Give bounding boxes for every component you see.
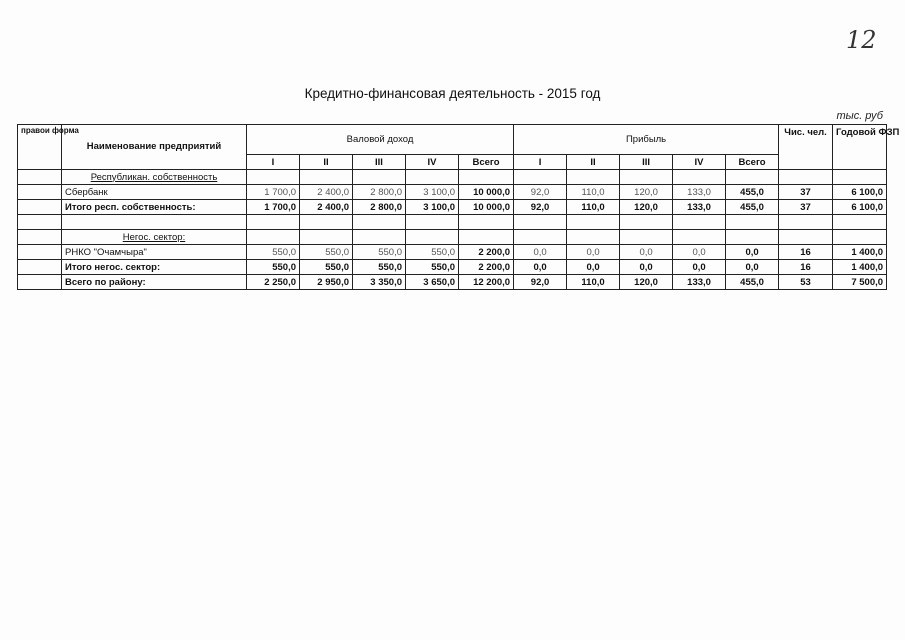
enterprise-name: РНКО "Очамчыра" — [62, 245, 247, 260]
profit-quarter-header-0: I — [514, 155, 567, 170]
profit-value: 0,0 — [620, 245, 673, 260]
empty-cell — [620, 170, 673, 185]
legal-form-cell — [18, 230, 62, 245]
profit-value: 92,0 — [514, 200, 567, 215]
gross-income-value: 550,0 — [353, 245, 406, 260]
legal-form-cell — [18, 245, 62, 260]
empty-cell — [514, 170, 567, 185]
empty-cell — [779, 230, 833, 245]
header-gross-income: Валовой доход — [247, 125, 514, 155]
profit-quarter-header-3: IV — [673, 155, 726, 170]
employees-value: 37 — [779, 200, 833, 215]
gross-income-value: 2 400,0 — [300, 200, 353, 215]
profit-value: 110,0 — [567, 200, 620, 215]
empty-cell — [833, 170, 887, 185]
empty-cell — [406, 230, 459, 245]
table-row — [18, 170, 887, 185]
gross-income-value: 550,0 — [406, 260, 459, 275]
profit-value: 133,0 — [673, 200, 726, 215]
table-row — [18, 260, 887, 275]
empty-cell — [726, 215, 779, 230]
employees-value: 53 — [779, 275, 833, 290]
table-row — [18, 230, 887, 245]
section-title: Республикан. собственность — [62, 170, 247, 185]
page-title: Кредитно-финансовая деятельность - 2015 год — [304, 86, 601, 101]
profit-value: 0,0 — [673, 260, 726, 275]
profit-value: 455,0 — [726, 275, 779, 290]
gross-quarter-header-1: II — [300, 155, 353, 170]
profit-value: 120,0 — [620, 200, 673, 215]
empty-cell — [247, 215, 300, 230]
table-row — [18, 200, 887, 215]
empty-cell — [673, 215, 726, 230]
empty-cell — [459, 230, 514, 245]
employees-value: 16 — [779, 245, 833, 260]
profit-quarter-header-2: III — [620, 155, 673, 170]
empty-cell — [833, 230, 887, 245]
empty-cell — [673, 170, 726, 185]
header-profit: Прибыль — [514, 125, 779, 155]
enterprise-name: Итого респ. собственность: — [62, 200, 247, 215]
empty-cell — [353, 215, 406, 230]
gross-income-value: 2 400,0 — [300, 185, 353, 200]
profit-value: 0,0 — [567, 245, 620, 260]
units-label: тыс. руб — [836, 110, 883, 122]
profit-value: 0,0 — [726, 245, 779, 260]
profit-value: 455,0 — [726, 200, 779, 215]
header-legal-form: правои форма — [18, 125, 62, 170]
enterprise-name: Всего по району: — [62, 275, 247, 290]
empty-cell — [18, 215, 62, 230]
gross-quarter-header-4: Всего — [459, 155, 514, 170]
fzp-value: 6 100,0 — [833, 185, 887, 200]
financial-table — [17, 124, 900, 290]
profit-value: 92,0 — [514, 185, 567, 200]
employees-value: 16 — [779, 260, 833, 275]
empty-cell — [353, 170, 406, 185]
empty-cell — [833, 215, 887, 230]
empty-cell — [567, 230, 620, 245]
gross-income-value: 2 200,0 — [459, 260, 514, 275]
empty-cell — [514, 215, 567, 230]
gross-quarter-header-3: IV — [406, 155, 459, 170]
empty-cell — [620, 215, 673, 230]
table-row — [18, 185, 887, 200]
legal-form-cell — [18, 275, 62, 290]
profit-quarter-header-1: II — [567, 155, 620, 170]
empty-cell — [300, 170, 353, 185]
profit-value: 0,0 — [567, 260, 620, 275]
profit-value: 92,0 — [514, 275, 567, 290]
profit-value: 455,0 — [726, 185, 779, 200]
gross-income-value: 1 700,0 — [247, 200, 300, 215]
gross-income-value: 550,0 — [300, 245, 353, 260]
table-row — [18, 215, 887, 230]
empty-cell — [673, 230, 726, 245]
profit-quarter-header-4: Всего — [726, 155, 779, 170]
profit-value: 120,0 — [620, 185, 673, 200]
fzp-value: 1 400,0 — [833, 245, 887, 260]
empty-cell — [247, 170, 300, 185]
gross-income-value: 2 800,0 — [353, 200, 406, 215]
gross-quarter-header-2: III — [353, 155, 406, 170]
gross-income-value: 10 000,0 — [459, 200, 514, 215]
legal-form-cell — [18, 185, 62, 200]
fzp-value: 6 100,0 — [833, 200, 887, 215]
legal-form-cell — [18, 200, 62, 215]
enterprise-name: Итого негос. сектор: — [62, 260, 247, 275]
gross-income-value: 1 700,0 — [247, 185, 300, 200]
gross-income-value: 550,0 — [247, 245, 300, 260]
empty-cell — [459, 170, 514, 185]
profit-value: 120,0 — [620, 275, 673, 290]
table-row — [18, 245, 887, 260]
empty-cell — [567, 215, 620, 230]
gross-income-value: 3 100,0 — [406, 185, 459, 200]
profit-value: 110,0 — [567, 275, 620, 290]
gross-income-value: 550,0 — [247, 260, 300, 275]
empty-cell — [779, 170, 833, 185]
empty-cell — [406, 215, 459, 230]
empty-cell — [406, 170, 459, 185]
gross-income-value: 550,0 — [353, 260, 406, 275]
profit-value: 133,0 — [673, 185, 726, 200]
profit-value: 0,0 — [514, 260, 567, 275]
gross-income-value: 10 000,0 — [459, 185, 514, 200]
gross-income-value: 2 950,0 — [300, 275, 353, 290]
header-annual-fzp: Годовой ФЗП — [833, 125, 887, 170]
empty-cell — [300, 230, 353, 245]
empty-cell — [620, 230, 673, 245]
fzp-value: 7 500,0 — [833, 275, 887, 290]
gross-income-value: 2 200,0 — [459, 245, 514, 260]
profit-value: 0,0 — [726, 260, 779, 275]
table-row — [18, 275, 887, 290]
empty-cell — [459, 215, 514, 230]
gross-income-value: 2 800,0 — [353, 185, 406, 200]
gross-income-value: 550,0 — [406, 245, 459, 260]
empty-cell — [726, 230, 779, 245]
enterprise-name: Сбербанк — [62, 185, 247, 200]
legal-form-cell — [18, 260, 62, 275]
header-employees: Чис. чел. — [779, 125, 833, 170]
profit-value: 0,0 — [620, 260, 673, 275]
gross-income-value: 550,0 — [300, 260, 353, 275]
gross-income-value: 3 100,0 — [406, 200, 459, 215]
gross-quarter-header-0: I — [247, 155, 300, 170]
empty-cell — [353, 230, 406, 245]
page-number: 12 — [846, 26, 877, 54]
profit-value: 133,0 — [673, 275, 726, 290]
empty-cell — [300, 215, 353, 230]
gross-income-value: 3 350,0 — [353, 275, 406, 290]
empty-cell — [247, 230, 300, 245]
legal-form-cell — [18, 170, 62, 185]
empty-cell — [779, 215, 833, 230]
empty-cell — [62, 215, 247, 230]
gross-income-value: 2 250,0 — [247, 275, 300, 290]
profit-value: 0,0 — [673, 245, 726, 260]
empty-cell — [567, 170, 620, 185]
employees-value: 37 — [779, 185, 833, 200]
gross-income-value: 3 650,0 — [406, 275, 459, 290]
profit-value: 110,0 — [567, 185, 620, 200]
gross-income-value: 12 200,0 — [459, 275, 514, 290]
section-title: Негос. сектор: — [62, 230, 247, 245]
profit-value: 0,0 — [514, 245, 567, 260]
empty-cell — [726, 170, 779, 185]
header-name: Наименование предприятий — [62, 125, 247, 170]
empty-cell — [514, 230, 567, 245]
fzp-value: 1 400,0 — [833, 260, 887, 275]
